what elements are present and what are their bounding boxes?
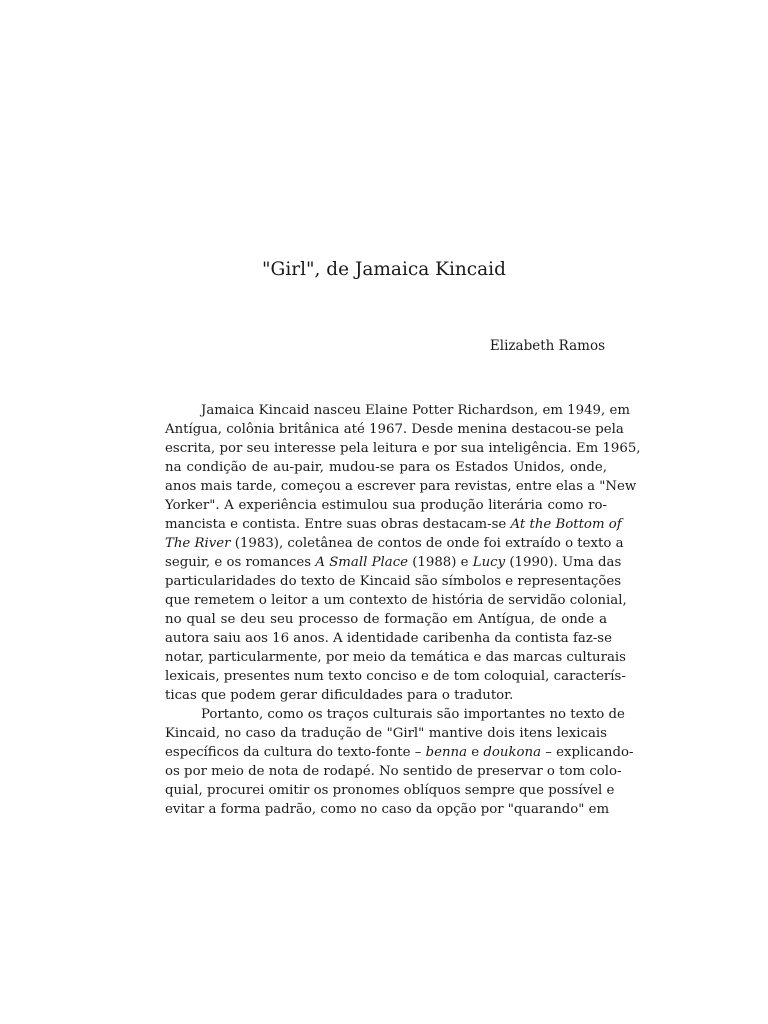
text-line: evitar a forma padrão, como no caso da opção por "quarando" em bbox=[165, 802, 610, 817]
text-line: na condição de au-pair, mudou-se para os Estados Unidos, onde, bbox=[165, 460, 607, 475]
author-name: Elizabeth Ramos bbox=[489, 338, 605, 354]
text-line: Portanto, como os traços culturais são importantes no texto de bbox=[201, 707, 625, 722]
text-line: escrita, por seu interesse pela leitura e por sua inteligência. Em 1965, bbox=[165, 441, 641, 456]
text-line: específicos da cultura do texto-fonte – benna e doukona – explicando- bbox=[165, 745, 634, 760]
text-line: Antígua, colônia britânica até 1967. Desde menina destacou-se pela bbox=[165, 422, 624, 437]
text-line: Yorker". A experiência estimulou sua produção literária como ro- bbox=[165, 498, 607, 513]
text-line: os por meio de nota de rodapé. No sentido de preservar o tom colo- bbox=[165, 764, 622, 779]
text-line: quial, procurei omitir os pronomes oblíquos sempre que possível e bbox=[165, 783, 615, 798]
text-line: particularidades do texto de Kincaid são símbolos e representações bbox=[165, 574, 622, 589]
paragraph bbox=[165, 705, 634, 819]
page-title: "Girl", de Jamaica Kincaid bbox=[262, 259, 506, 280]
paragraph bbox=[165, 401, 641, 705]
italic-title: At the Bottom of bbox=[510, 517, 622, 532]
italic-title: Lucy bbox=[472, 555, 506, 570]
text-line: Jamaica Kincaid nasceu Elaine Potter Richardson, em 1949, em bbox=[201, 403, 630, 418]
text-line: notar, particularmente, por meio da temática e das marcas culturais bbox=[165, 650, 626, 665]
italic-term: doukona bbox=[483, 745, 542, 760]
text-line: anos mais tarde, começou a escrever para revistas, entre elas a "New bbox=[165, 479, 637, 494]
text-line: ticas que podem gerar dificuldades para o tradutor. bbox=[165, 688, 514, 703]
text-line: mancista e contista. Entre suas obras destacam-se At the Bottom of bbox=[165, 517, 622, 532]
text-line: autora saiu aos 16 anos. A identidade caribenha da contista faz-se bbox=[165, 631, 613, 646]
italic-title: The River bbox=[165, 536, 231, 551]
body-text bbox=[165, 401, 641, 819]
italic-term: benna bbox=[425, 745, 468, 760]
text-line: seguir, e os romances A Small Place (1988) e Lucy (1990). Uma das bbox=[165, 555, 622, 570]
text-line: The River (1983), coletânea de contos de onde foi extraído o texto a bbox=[165, 536, 624, 551]
text-line: Kincaid, no caso da tradução de "Girl" mantive dois itens lexicais bbox=[165, 726, 607, 741]
text-line: lexicais, presentes num texto conciso e de tom coloquial, caracterís- bbox=[165, 669, 626, 684]
text-line: que remetem o leitor a um contexto de história de servidão colonial, bbox=[165, 593, 627, 608]
italic-title: A Small Place bbox=[315, 555, 409, 570]
text-line: no qual se deu seu processo de formação em Antígua, de onde a bbox=[165, 612, 607, 627]
